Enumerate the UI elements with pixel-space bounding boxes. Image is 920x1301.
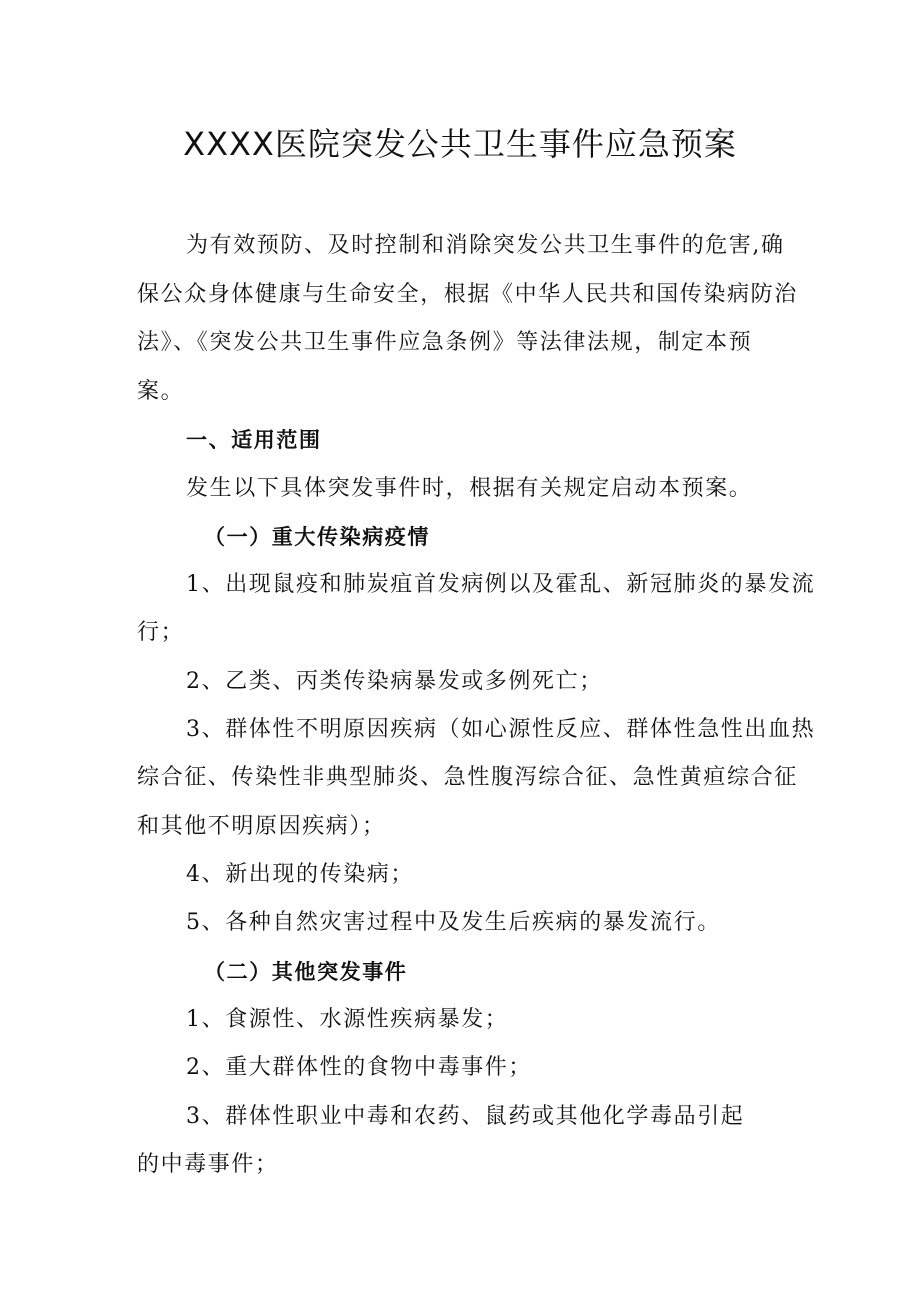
list-item-line: 1、出现鼠疫和肺炭疽首发病例以及霍乱、新冠肺炎的暴发流	[186, 572, 816, 597]
list-item-line: 3、群体性不明原因疾病（如心源性反应、群体性急性出血热	[186, 717, 816, 742]
intro-line-1: 为有效预防、及时控制和消除突发公共卫生事件的危害,确	[186, 233, 785, 258]
document-title: XXXX医院突发公共卫生事件应急预案	[183, 125, 737, 163]
section-lead: 发生以下具体突发事件时，根据有关规定启动本预案。	[186, 476, 753, 501]
subsection-heading: （一）重大传染病疫情	[204, 525, 430, 549]
list-item-line: 和其他不明原因疾病）；	[137, 814, 386, 839]
list-item-line: 2、乙类、丙类传染病暴发或多例死亡；	[186, 669, 603, 694]
list-item-line: 行；	[137, 620, 185, 645]
list-item-line: 3、群体性职业中毒和农药、鼠药或其他化学毒品引起	[186, 1104, 745, 1129]
list-item-line: 综合征、传染性非典型肺炎、急性腹泻综合征、急性黄疸综合征	[137, 765, 798, 790]
list-item-line: 的中毒事件；	[137, 1152, 279, 1177]
list-item-line: 2、重大群体性的食物中毒事件；	[186, 1055, 532, 1080]
section-heading: 一、适用范围	[186, 428, 322, 452]
list-item-line: 4、新出现的传染病；	[186, 862, 414, 887]
subsection-heading: （二）其他突发事件	[204, 960, 408, 984]
list-item-line: 5、各种自然灾害过程中及发生后疾病的暴发流行。	[186, 910, 721, 935]
intro-line-4: 案。	[137, 379, 185, 404]
list-item-line: 1、食源性、水源性疾病暴发；	[186, 1007, 509, 1032]
intro-line-3: 法》、《突发公共卫生事件应急条例》等法律法规，制定本预	[137, 330, 753, 355]
intro-line-2: 保公众身体健康与生命安全，根据《中华人民共和国传染病防治	[137, 282, 798, 307]
